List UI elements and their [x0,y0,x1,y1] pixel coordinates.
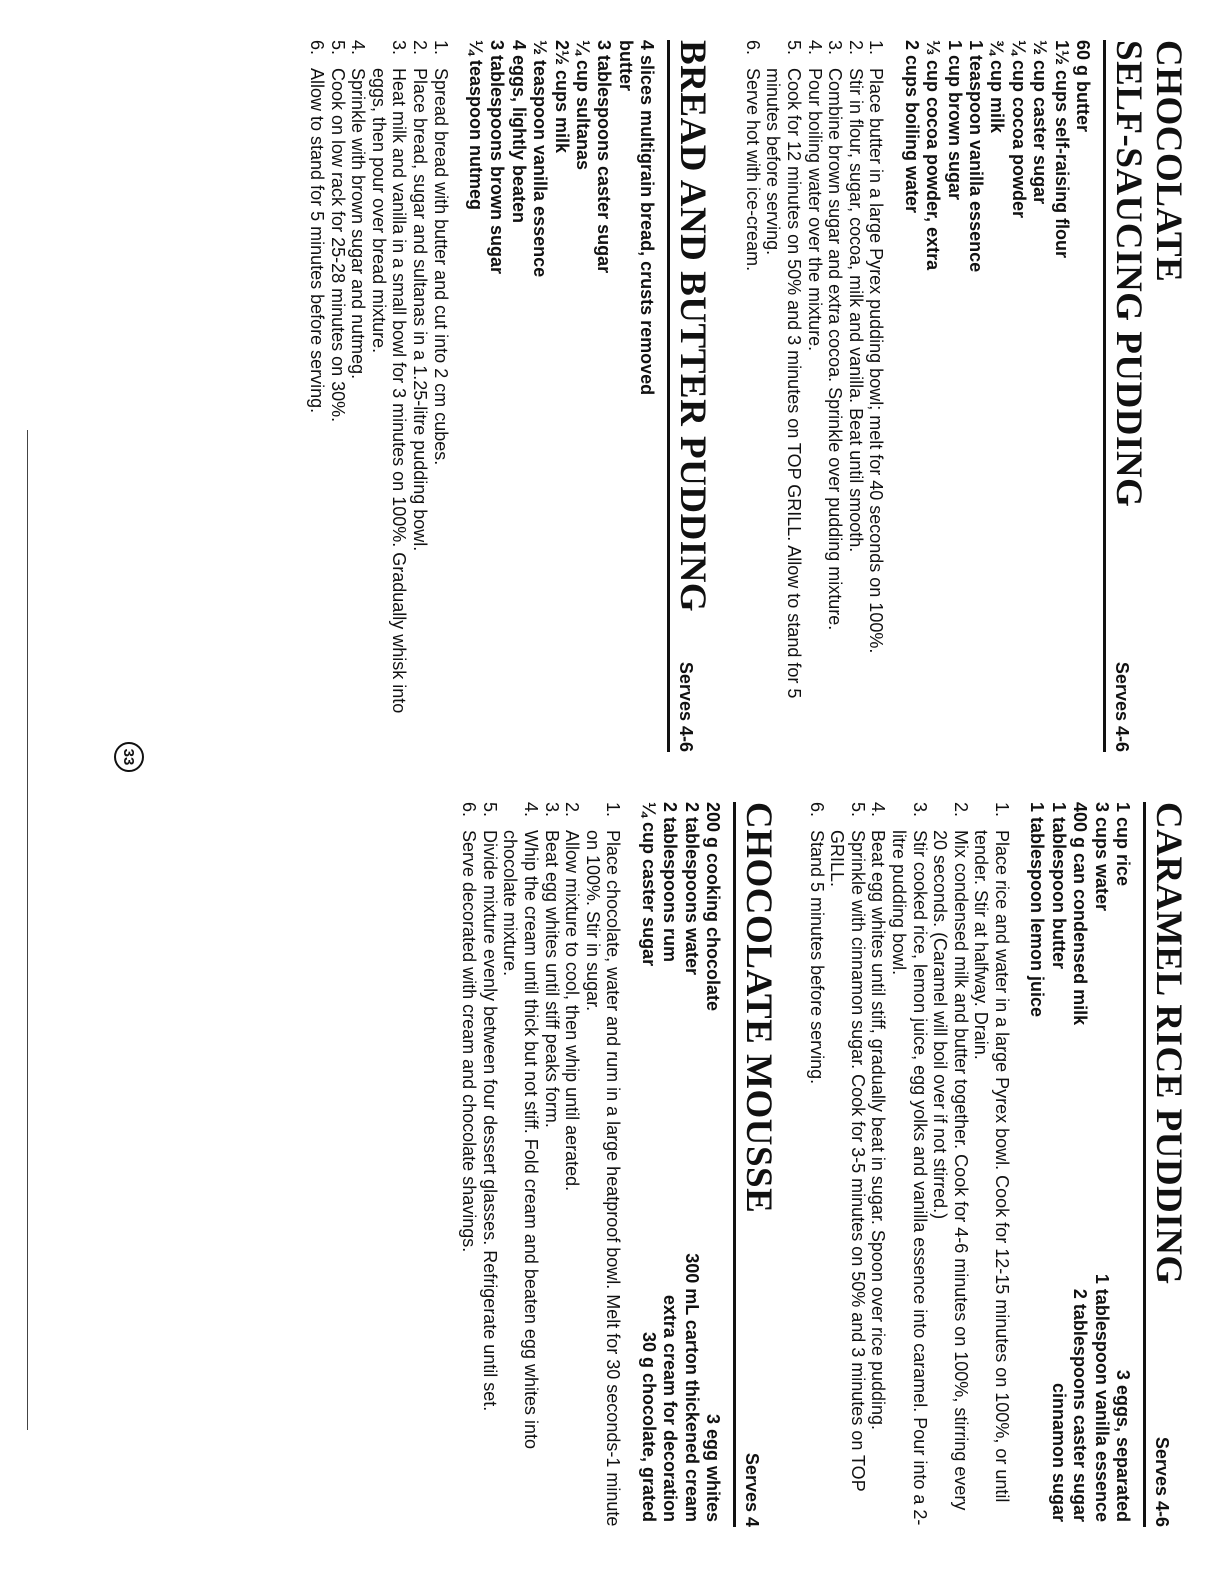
ingredient-item: 30 g chocolate, grated [638,1331,659,1522]
method-step [930,802,971,1527]
ingredient-item: ¼ teaspoon nutmeg [465,40,486,211]
recipe-caramel-rice-pudding [806,802,1188,1527]
page-number-badge: 33 [114,742,144,772]
method-step [409,40,430,752]
recipe-title: BREAD AND BUTTER PUDDING [672,40,714,613]
method-step [479,802,500,1527]
step-text: Mix condensed milk and butter together. Cook for 4-6 minutes on 100%, stirring every 20 seconds. (Caramel will boil over if not stirred.) [930,830,971,1511]
step-text: Serve hot with ice-cream. [742,68,763,272]
ingredient-item: ¼ cup sultanas [572,40,593,171]
ingredient-item: 2 cups boiling water [901,40,922,214]
step-text: Beat egg whites until stiff peaks form. [541,830,562,1128]
ingredient-item: 1 tablespoon lemon juice [1027,802,1048,1018]
ingredient-item: 4 slices multigrain bread, crusts removed [637,40,658,396]
ingredient-item: ¾ cup milk [987,40,1008,134]
ingredients-list-secondary [637,1242,723,1522]
recipe-chocolate-self-saucing-pudding [742,40,1188,752]
step-number: 6. [806,802,827,818]
ingredient-item: ¼ cup cocoa powder [1008,40,1029,219]
ingredient-item: 1½ cups self-raising flour [1051,40,1072,259]
step-text: Place bread, sugar and sultanas in a 1.25-litre pudding bowl. [409,68,430,552]
step-number: 1. [866,40,887,56]
recipe-bread-and-butter-pudding [306,40,712,752]
step-number: 4. [804,40,825,56]
step-number: 4. [521,802,542,818]
method-step [306,40,327,752]
ingredient-item: butter [615,40,636,91]
ingredients-list-secondary [1026,1222,1133,1522]
recipe-heading [733,802,778,1527]
method-step [763,40,804,752]
step-text: Allow to stand for 5 minutes before serving. [306,68,327,414]
step-text: Place rice and water in a large Pyrex bowl. Cook for 12-15 minutes on 100%, or until tender. Stir at halfway. Drain. [971,830,1012,1503]
ingredient-item: 3 eggs, separated [1113,1369,1133,1522]
step-number: 2. [845,40,866,56]
serves-label: Serves 4-6 [1112,661,1132,752]
ingredient-item: 2 tablespoons water [681,802,702,976]
recipe-heading [1143,802,1188,1527]
step-number: 2. [950,802,971,818]
method-steps [806,802,1012,1527]
recipe-title: CARAMEL RICE PUDDING [1148,802,1189,1285]
ingredients [465,40,658,752]
step-number: 5. [479,802,500,818]
recipe-heading [1103,40,1148,752]
ingredients [900,40,1093,752]
ingredient-item: 4 eggs, lightly beaten [508,40,529,224]
ingredient-item: 1 cup brown sugar [944,40,965,201]
step-number: 5. [783,40,804,56]
ingredients-list [465,40,658,560]
method-step [868,802,889,1527]
step-number: 4. [868,802,889,818]
step-text: Stand 5 minutes before serving. [806,830,827,1085]
method-step [845,40,866,752]
step-text: Cook for 12 minutes on 50% and 3 minutes on TOP GRILL. Allow to stand for 5 minutes before serving. [763,68,804,699]
ingredient-item: 300 mL carton thickened cream [681,1253,702,1522]
recipe-heading [667,40,712,752]
recipe-title-line1: CHOCOLATE [1148,40,1189,283]
ingredient-item: 200 g cooking chocolate [703,802,724,1012]
method-steps [459,802,624,1527]
step-number: 6. [742,40,763,56]
step-number: 1. [603,802,624,818]
step-text: Whip the cream until thick but not stiff. Fold cream and beaten egg whites into chocolate mixture. [500,830,542,1449]
step-number: 3. [825,40,846,56]
ingredients [1026,802,1133,1527]
step-text: Stir cooked rice, lemon juice, egg yolks and vanilla essence into caramel. Pour into a 2-litre pudding bowl. [889,830,930,1526]
ingredient-item: 2 tablespoons rum [660,802,681,963]
method-steps [742,40,886,752]
ingredient-item: extra cream for decoration [660,1294,681,1522]
ingredient-item: 1 teaspoon vanilla essence [965,40,986,273]
left-column [306,40,1188,752]
step-number: 3. [909,802,930,818]
ingredients-list [1026,802,1133,1222]
method-step [827,802,868,1527]
ingredient-item: 2 tablespoons caster sugar [1070,1288,1091,1522]
method-step [368,40,409,752]
ingredient-item: 2½ cups milk [551,40,572,154]
step-text: Serve decorated with cream and chocolate shavings. [459,830,480,1253]
recipe-chocolate-mousse [459,802,778,1527]
ingredient-item: 3 egg whites [703,1413,724,1522]
ingredients [637,802,723,1527]
step-text: Spread bread with butter and cut into 2 cm cubes. [430,68,451,466]
right-column [459,802,1188,1527]
step-text: Pour boiling water over the mixture. [804,68,825,352]
step-text: Beat egg whites until stiff, gradually beat in sugar. Spoon over rice pudding. [868,830,889,1431]
step-number: 6. [459,802,480,818]
method-step [825,40,846,752]
step-text: Sprinkle with cinnamon sugar. Cook for 3-5 minutes on 50% and 3 minutes on TOP GRILL. [827,830,868,1492]
ingredient-item: ⅓ cup cocoa powder, extra [923,40,944,271]
serves-label: Serves 4-6 [676,661,697,752]
method-step [866,40,887,752]
step-text: Allow mixture to cool, then whip until aerated. [562,830,583,1192]
ingredients-list [637,802,723,1242]
step-number: 5. [847,802,868,818]
step-number: 3. [541,802,562,818]
method-step [888,802,929,1527]
ingredient-item: ¼ cup caster sugar [638,802,659,967]
ingredient-item: 1 tablespoon butter [1048,802,1069,970]
method-step [562,802,583,1527]
step-text: Cook on low rack for 25-28 minutes on 30%. [327,68,348,423]
step-number: 1. [430,40,451,56]
method-step [430,40,451,752]
step-text: Place butter in a large Pyrex pudding bowl; melt for 40 seconds on 100%. [866,68,887,654]
ingredient-item: 1 cup rice [1113,802,1133,887]
method-step [971,802,1012,1527]
ingredients-list [900,40,1093,460]
step-text: Place chocolate, water and rum in a large heatproof bowl. Melt for 30 seconds-1 minute on 100%. Stir in sugar. [582,830,624,1527]
bottom-rule [27,430,28,1430]
step-text: Divide mixture evenly between four dessert glasses. Refrigerate until set. [479,830,500,1412]
step-number: 3. [389,40,410,56]
step-number: 2. [409,40,430,56]
method-step [348,40,369,752]
step-number: 1. [991,802,1012,818]
step-number: 4. [348,40,369,56]
method-step [327,40,348,752]
step-number: 2. [562,802,583,818]
recipe-title: CHOCOLATE MOUSSE [738,802,780,1214]
step-number: 6. [306,40,327,56]
step-text: Sprinkle with brown sugar and nutmeg. [348,68,369,380]
ingredient-item: 60 g butter [1073,40,1093,133]
method-step [541,802,562,1527]
ingredient-item: cinnamon sugar [1048,1382,1069,1522]
ingredient-item: 3 tablespoons caster sugar [594,40,615,274]
ingredient-item: 400 g can condensed milk [1070,802,1091,1026]
step-text: Heat milk and vanilla in a small bowl for 3 minutes on 100%. Gradually whisk into eggs, then pour over bread mixture. [368,68,410,714]
step-text: Combine brown sugar and extra cocoa. Sprinkle over pudding mixture. [825,68,846,631]
recipe-title: SELF-SAUCING PUDDING [1108,40,1149,508]
method-step [459,802,480,1527]
method-step [742,40,763,752]
method-step [582,802,623,1527]
ingredient-item: ½ cup caster sugar [1030,40,1051,205]
step-text: Stir in flour, sugar, cocoa, milk and vanilla. Beat until smooth. [845,68,866,553]
ingredient-item: 3 cups water [1091,802,1112,912]
serves-label: Serves 4 [742,1452,763,1527]
serves-label: Serves 4-6 [1152,1436,1172,1527]
method-step [500,802,541,1527]
ingredient-item: ½ teaspoon vanilla essence [530,40,551,278]
ingredient-item: 1 tablespoon vanilla essence [1091,1273,1112,1522]
method-step [806,802,827,1527]
step-number: 5. [327,40,348,56]
method-step [804,40,825,752]
ingredient-item: 3 tablespoons brown sugar [487,40,508,275]
method-steps [306,40,450,752]
